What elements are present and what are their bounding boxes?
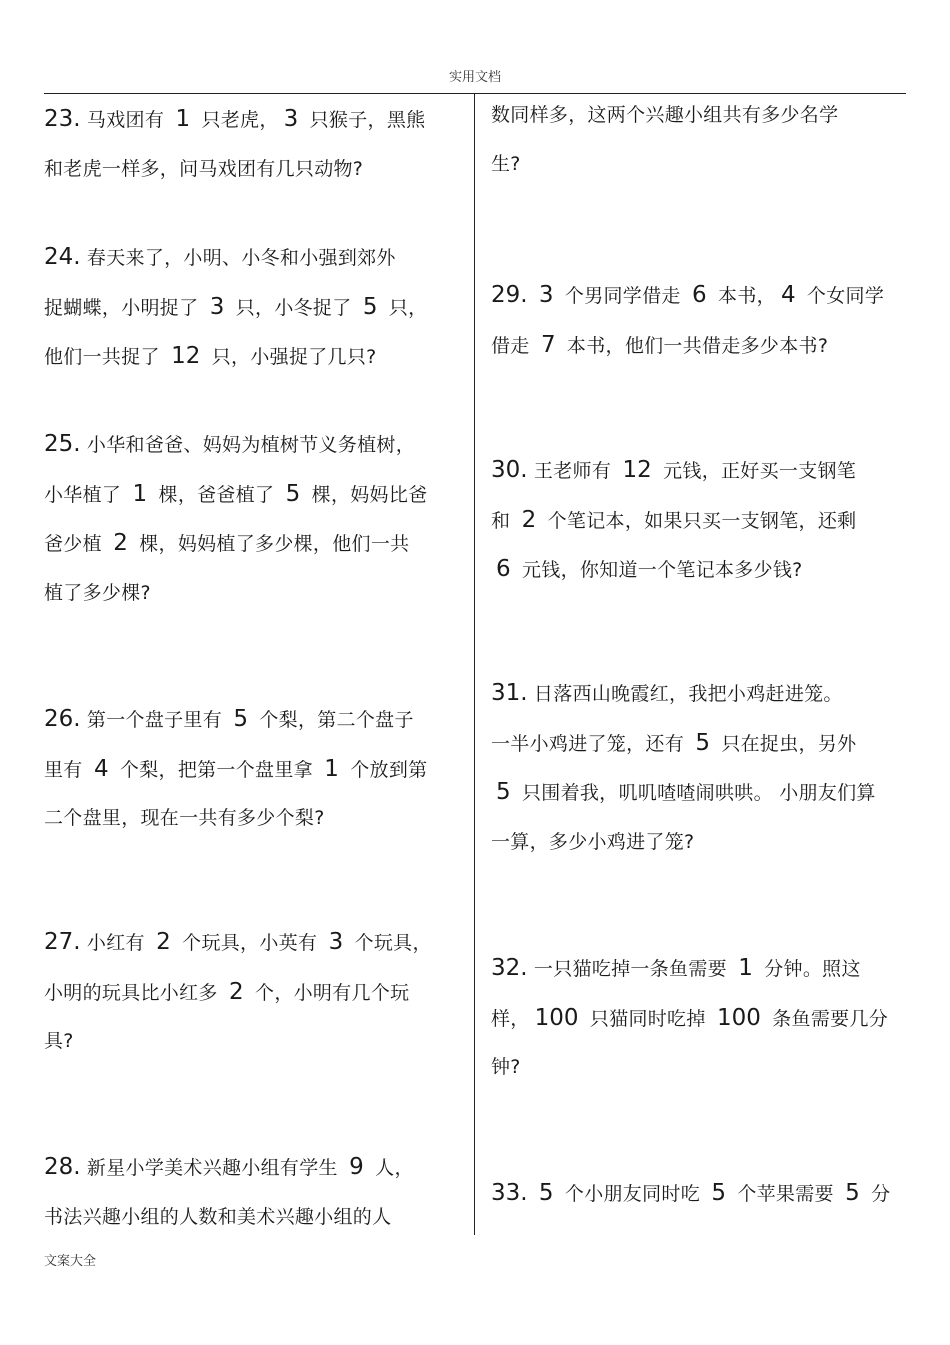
problem-text: 小红有 xyxy=(80,932,152,954)
page-header: 实用文档 xyxy=(448,70,501,85)
problem-text: 植了多少棵? xyxy=(44,581,151,604)
problem-text: 王老师有 xyxy=(527,460,618,482)
numeric-value: 5 xyxy=(845,1180,860,1206)
problem-line xyxy=(44,1143,464,1193)
problem-line xyxy=(491,1169,911,1219)
problem-text: 个梨，第二个盘子 xyxy=(253,709,414,731)
problem-number: 23. xyxy=(44,106,81,132)
problem-text: 具? xyxy=(44,1030,74,1052)
problem-24 xyxy=(44,233,464,382)
problem-text: 爸少植 xyxy=(44,533,109,555)
numeric-value: 6 xyxy=(496,556,511,582)
problem-line xyxy=(491,271,911,321)
problem-line xyxy=(44,569,464,618)
problem-number: 28. xyxy=(44,1154,81,1180)
problem-text: 个，小明有几个玩 xyxy=(248,981,410,1004)
numeric-value: 4 xyxy=(93,755,109,782)
problem-text xyxy=(528,1183,534,1205)
problem-number: 31. xyxy=(491,680,528,706)
problem-line xyxy=(44,1017,464,1066)
problem-text: 元钱，你知道一个笔记本多少钱? xyxy=(515,559,803,581)
column-divider xyxy=(474,93,475,1235)
problem-32 xyxy=(491,944,911,1092)
problem-text xyxy=(528,285,534,307)
problem-text: 一只猫吃掉一条鱼需要 xyxy=(527,958,734,980)
problem-line xyxy=(491,768,911,818)
numeric-value: 2 xyxy=(113,530,128,556)
problem-number: 32. xyxy=(491,955,528,981)
problem-line xyxy=(44,332,464,382)
numeric-value: 1 xyxy=(132,480,148,507)
problem-text: 一算，多少小鸡进了笼? xyxy=(491,830,695,853)
problem-33 xyxy=(491,1169,911,1219)
problem-line xyxy=(491,496,911,546)
problem-text: 书法兴趣小组的人数和美术兴趣小组的人 xyxy=(44,1205,392,1228)
problem-30 xyxy=(491,446,911,595)
numeric-value: 1 xyxy=(175,106,191,132)
numeric-value: 5 xyxy=(362,293,378,320)
problem-text: 借走 xyxy=(491,334,536,357)
problem-line xyxy=(491,446,911,496)
problem-text: 只老虎， xyxy=(195,109,279,131)
problem-line xyxy=(44,968,464,1018)
problem-28-continued xyxy=(491,91,911,188)
problem-text: 生? xyxy=(491,152,521,175)
problem-line xyxy=(491,545,911,595)
problem-text: 个小朋友同时吃 xyxy=(558,1183,707,1205)
problem-28 xyxy=(44,1143,464,1241)
problem-text: 个梨，把第一个盘里拿 xyxy=(113,758,320,781)
problem-text: 本书， xyxy=(711,285,776,307)
problem-number: 26. xyxy=(44,706,81,732)
problem-text: 小华和爸爸、妈妈为植树节义务植树， xyxy=(80,434,416,456)
problem-text: 捉蝴蝶，小明捉了 xyxy=(44,296,205,319)
numeric-value: 100 xyxy=(534,1004,579,1031)
problem-text: 马戏团有 xyxy=(80,109,171,131)
problem-line xyxy=(44,794,464,843)
problem-number: 29. xyxy=(491,282,528,308)
problem-text: 一半小鸡进了笼，还有 xyxy=(491,732,691,755)
problem-text: 个玩具， xyxy=(348,932,432,954)
problem-line xyxy=(44,145,464,194)
problem-line xyxy=(491,994,911,1044)
problem-25 xyxy=(44,420,464,617)
problem-number: 27. xyxy=(44,929,81,955)
numeric-value: 5 xyxy=(285,480,301,507)
problem-line xyxy=(491,669,911,719)
problem-text: 第一个盘子里有 xyxy=(80,709,229,731)
problem-27 xyxy=(44,918,464,1066)
numeric-value: 9 xyxy=(349,1154,364,1180)
problem-text: 棵，爸爸植了 xyxy=(152,483,281,506)
problem-text: 和 xyxy=(491,509,517,532)
problem-line xyxy=(491,1043,911,1092)
problem-line xyxy=(44,519,464,569)
problem-text: 个笔记本，如果只买一支钢笔，还剩 xyxy=(541,509,857,532)
problem-31 xyxy=(491,669,911,866)
problem-29 xyxy=(491,271,911,370)
problem-text: 本书，他们一共借走多少本书? xyxy=(560,334,829,357)
problem-text: 条鱼需要几分 xyxy=(765,1007,889,1030)
numeric-value: 2 xyxy=(156,929,171,955)
problem-line xyxy=(44,95,464,145)
problem-number: 24. xyxy=(44,244,81,270)
problem-text: 日落西山晚霞红，我把小鸡赶进笼。 xyxy=(527,683,843,705)
problem-line xyxy=(491,719,911,769)
problem-line xyxy=(491,321,911,371)
numeric-value: 1 xyxy=(324,755,339,782)
problem-text: 只围着我，叽叽喳喳闹哄哄。 小朋友们算 xyxy=(515,782,876,804)
problem-number: 33. xyxy=(491,1180,528,1206)
numeric-value: 5 xyxy=(711,1180,726,1206)
problem-text: 只，小冬捉了 xyxy=(229,296,358,319)
problem-text: 只猴子，黑熊 xyxy=(303,109,426,131)
numeric-value: 4 xyxy=(780,282,796,308)
problem-text: 只，小强捉了几只? xyxy=(205,346,377,368)
problem-text: 元钱，正好买一支钢笔 xyxy=(656,460,857,482)
problem-text: 个放到第 xyxy=(343,758,428,781)
numeric-value: 1 xyxy=(738,955,753,981)
problem-text: 和老虎一样多，问马戏团有几只动物? xyxy=(44,157,364,180)
problem-26 xyxy=(44,695,464,843)
problem-text: 分钟。照这 xyxy=(757,958,861,980)
problem-line xyxy=(44,695,464,745)
numeric-value: 5 xyxy=(695,729,710,756)
problem-text: 棵，妈妈比爸 xyxy=(305,483,428,506)
numeric-value: 12 xyxy=(171,343,201,369)
numeric-value: 3 xyxy=(283,106,299,132)
problem-text: 个苹果需要 xyxy=(730,1183,841,1205)
numeric-value: 6 xyxy=(692,282,707,308)
numeric-value: 2 xyxy=(521,506,537,533)
problem-text: 分 xyxy=(864,1183,891,1205)
problem-text: 个玩具，小英有 xyxy=(175,932,324,954)
problem-text: 数同样多，这两个兴趣小组共有多少名学 xyxy=(491,104,839,126)
page-footer: 文案大全 xyxy=(44,1254,97,1269)
problem-text: 个女同学 xyxy=(800,285,885,307)
numeric-value: 3 xyxy=(209,293,225,320)
problem-line xyxy=(44,283,464,333)
problem-line xyxy=(44,745,464,795)
problem-line xyxy=(491,944,911,994)
problem-23 xyxy=(44,95,464,193)
problem-text: 人， xyxy=(368,1157,414,1179)
problem-number: 25. xyxy=(44,431,81,457)
problem-text: 钟? xyxy=(491,1056,521,1078)
problem-text: 只在捉虫，另外 xyxy=(714,732,857,755)
problem-text: 只猫同时吃掉 xyxy=(583,1007,712,1030)
problem-text: 样， xyxy=(491,1007,530,1030)
problem-line xyxy=(44,233,464,283)
numeric-value: 5 xyxy=(233,706,248,732)
problem-text: 只， xyxy=(382,296,428,319)
problem-text: 他们一共捉了 xyxy=(44,346,167,368)
problem-text: 个男同学借走 xyxy=(558,285,688,307)
numeric-value: 5 xyxy=(496,779,511,805)
problem-line xyxy=(491,140,911,189)
problem-line xyxy=(44,470,464,520)
problem-text: 里有 xyxy=(44,758,89,781)
problem-line xyxy=(491,91,911,140)
numeric-value: 12 xyxy=(622,457,652,483)
problem-line xyxy=(44,1193,464,1242)
problem-text: 春天来了，小明、小冬和小强到郊外 xyxy=(80,247,396,269)
numeric-value: 3 xyxy=(328,929,344,955)
numeric-value: 2 xyxy=(229,978,244,1005)
numeric-value: 5 xyxy=(538,1180,554,1206)
problem-text: 二个盘里，现在一共有多少个梨? xyxy=(44,807,325,829)
problem-text: 新星小学美术兴趣小组有学生 xyxy=(80,1157,345,1179)
problem-text: 小明的玩具比小红多 xyxy=(44,981,225,1004)
problem-line xyxy=(44,918,464,968)
problem-number: 30. xyxy=(491,457,528,483)
problem-line xyxy=(491,818,911,867)
problem-text: 棵，妈妈植了多少棵，他们一共 xyxy=(132,533,410,555)
problem-line xyxy=(44,420,464,470)
problem-text: 小华植了 xyxy=(44,483,128,506)
numeric-value: 100 xyxy=(717,1004,761,1031)
numeric-value: 3 xyxy=(538,282,554,308)
numeric-value: 7 xyxy=(540,331,556,358)
